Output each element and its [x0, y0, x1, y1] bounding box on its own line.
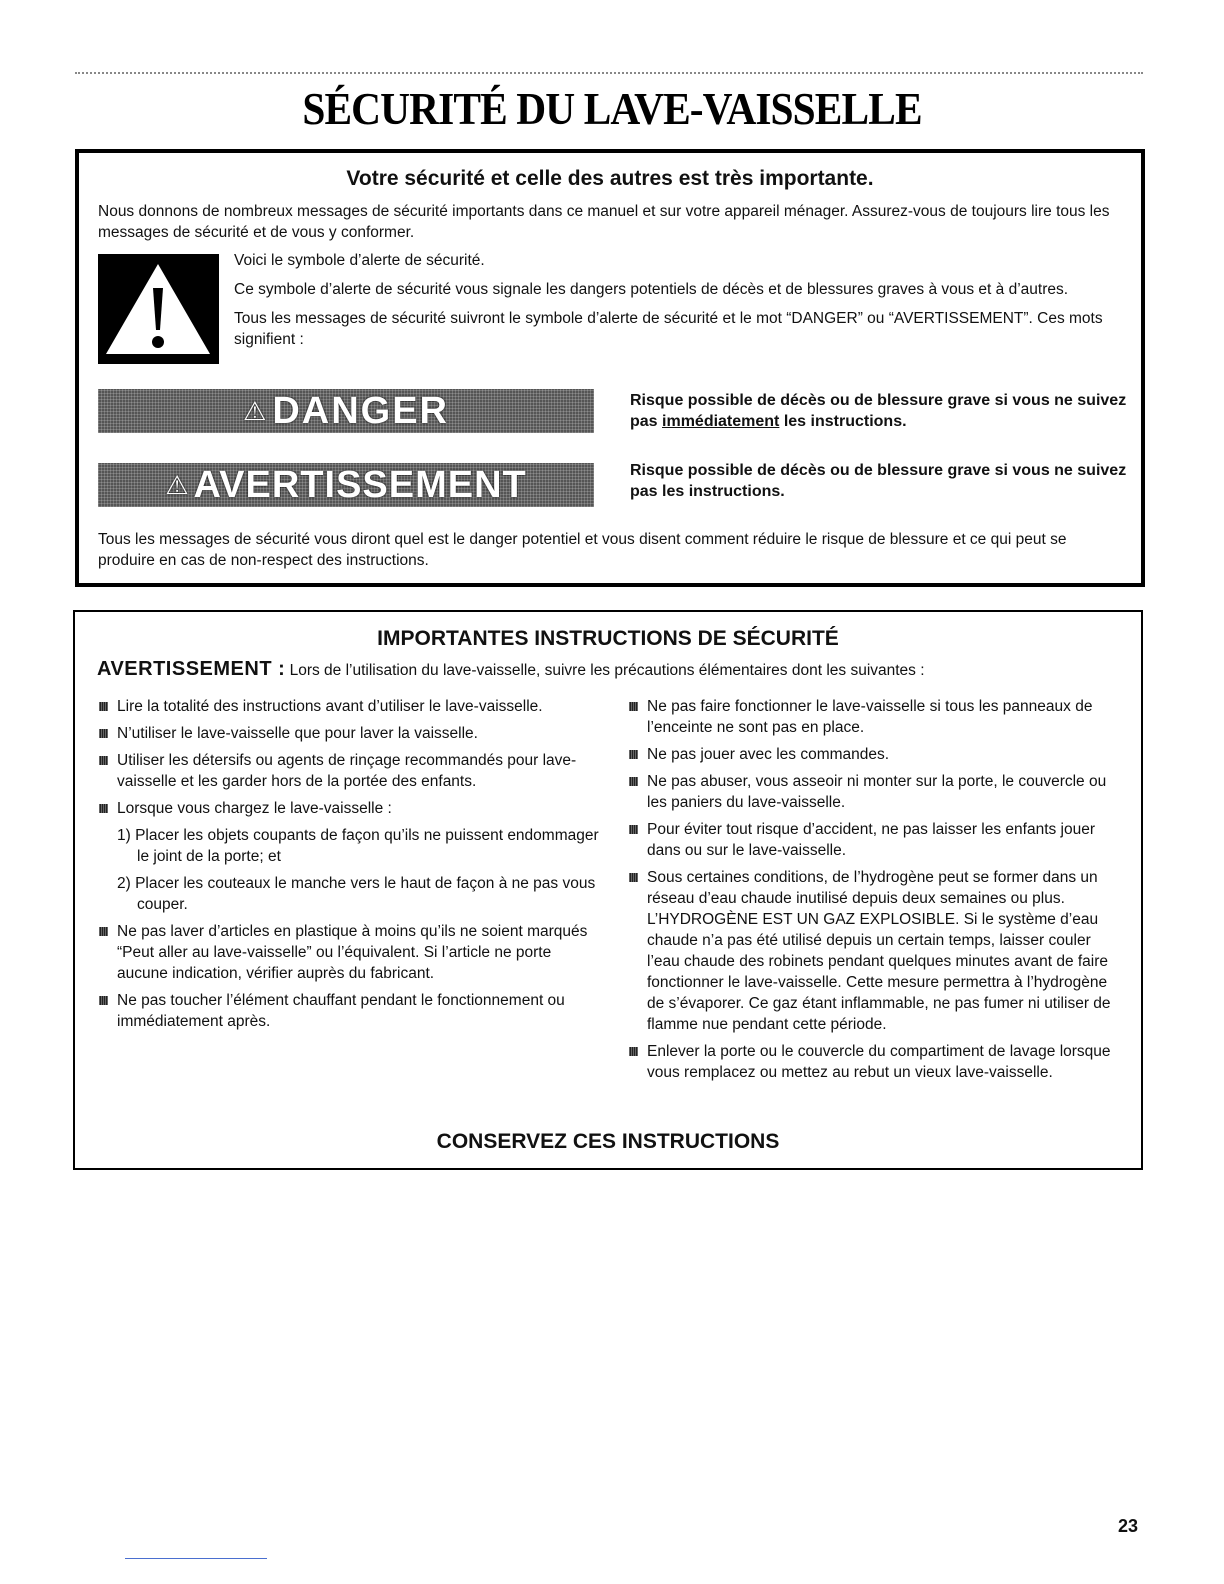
list-item [627, 819, 1122, 861]
danger-description [630, 390, 1130, 432]
bullet-icon [99, 729, 108, 738]
list-item [97, 921, 602, 984]
warning-description: Risque possible de décès ou de blessure grave si vous ne suivez pas les instructions. [630, 462, 1127, 500]
list-item [627, 1041, 1122, 1083]
instructions-left-column [97, 696, 602, 1038]
list-item-text: Ne pas abuser, vous asseoir ni monter sur la porte, le couvercle ou les paniers du lave-vaisselle. [647, 773, 1107, 811]
alert-symbol-description [234, 250, 1104, 358]
safety-alert-icon [98, 254, 219, 364]
list-item-text: N’utiliser le lave-vaisselle que pour laver la vaisselle. [117, 725, 478, 742]
bullet-icon [629, 702, 638, 711]
danger-text-start: Risque possible de décès ou de blessure grave si vous ne suivez pas [630, 392, 1127, 430]
list-item [97, 798, 602, 819]
top-dotted-rule [75, 72, 1143, 74]
list-item-text: Ne pas toucher l’élément chauffant pendant le fonctionnement ou immédiatement après. [117, 992, 565, 1030]
symbol-paragraph: Ce symbole d’alerte de sécurité vous signale les dangers potentiels de décès et de blessures graves à vous et à d’autres. [234, 281, 1069, 298]
warning-label: AVERTISSEMENT [193, 463, 527, 506]
safety-alert-box [75, 149, 1145, 587]
footer-rule [125, 1558, 267, 1559]
bullet-icon [629, 873, 638, 882]
list-item-text: Sous certaines conditions, de l’hydrogène peut se former dans un réseau d’eau chaude inutilisé depuis deux semaines ou plus. L’HYDROGÈNE EST UN GAZ EXPLOSIBLE. Si le système d’eau chaude n’a pas été utilisé depuis un certain temps, laisser couler l’eau chaude des robinets pendant quelques minutes avant de faire fonctionner le lave-vaisselle. Cette mesure permettra à l’hydrogène de s’évaporer. Ce gaz étant inflammable, ne pas fumer ni utiliser de flamme nue pendant cette période. [647, 869, 1111, 1033]
symbol-paragraph: Tous les messages de sécurité suivront le symbole d’alerte de sécurité et le mot “DANGER” ou “AVERTISSEMENT”. Ces mots signifient : [234, 310, 1103, 348]
list-item-text: Ne pas jouer avec les commandes. [647, 746, 890, 763]
danger-banner [98, 389, 594, 433]
list-item-text: Ne pas faire fonctionner le lave-vaisselle si tous les panneaux de l’enceinte ne sont pas en place. [647, 698, 1093, 736]
list-item-text: Lorsque vous chargez le lave-vaisselle : [117, 800, 392, 817]
bullet-icon [99, 702, 108, 711]
list-item [627, 696, 1122, 738]
danger-text-emphasis: immédiatement [662, 413, 780, 430]
symbol-paragraph: Voici le symbole d’alerte de sécurité. [234, 252, 485, 269]
bullet-icon [629, 777, 638, 786]
list-item [627, 744, 1122, 765]
bullet-icon [99, 927, 108, 936]
list-item-text: Pour éviter tout risque d’accident, ne pas laisser les enfants jouer dans ou sur le lave-vaisselle. [647, 821, 1096, 859]
list-item-text: Enlever la porte ou le couvercle du compartiment de lavage lorsque vous remplacez ou mettez au rebut un vieux lave-vaisselle. [647, 1043, 1111, 1081]
list-item [627, 771, 1122, 813]
list-item-text: Utiliser les détersifs ou agents de rinçage recommandés pour lave-vaisselle et les garder hors de la portée des enfants. [117, 752, 577, 790]
bullet-icon [99, 996, 108, 1005]
instructions-warning [97, 658, 1127, 682]
instructions-warning-label: AVERTISSEMENT : [97, 658, 286, 680]
danger-label: DANGER [272, 389, 449, 432]
instructions-warning-text: Lors de l’utilisation du lave-vaisselle, suivre les précautions élémentaires dont les suivantes : [289, 662, 925, 679]
list-item [97, 750, 602, 792]
list-item [97, 990, 602, 1032]
list-item-text: Lire la totalité des instructions avant d’utiliser le lave-vaisselle. [117, 698, 543, 715]
list-item-text: Ne pas laver d’articles en plastique à moins qu’ils ne soient marqués “Peut aller au lave-vaisselle” ou l’équivalent. Si l’article ne porte aucune indication, vérifier auprès du fabricant. [117, 923, 588, 982]
safety-box-heading: Votre sécurité et celle des autres est très importante. [346, 167, 874, 190]
warning-banner [98, 463, 594, 507]
sub-item: 1) Placer les objets coupants de façon qu’ils ne puissent endommager le joint de la porte; et [117, 827, 599, 865]
bullet-icon [629, 1047, 638, 1056]
page-number: 23 [1118, 1516, 1139, 1536]
instructions-heading: IMPORTANTES INSTRUCTIONS DE SÉCURITÉ [377, 627, 839, 650]
bullet-icon [99, 804, 108, 813]
save-instructions-footer: CONSERVEZ CES INSTRUCTIONS [436, 1130, 780, 1153]
page-title: SÉCURITÉ DU LAVE-VAISSELLE [302, 83, 922, 134]
bullet-icon [99, 756, 108, 765]
warning-triangle-icon: ⚠ [165, 469, 190, 500]
list-item [627, 867, 1122, 1035]
danger-text-end: les instructions. [779, 413, 907, 430]
safety-outro: Tous les messages de sécurité vous diront quel est le danger potentiel et vous disent comment réduire le risque de blessure et ce qui peut se produire en cas de non-respect des instructions. [98, 531, 1067, 569]
sub-item: 2) Placer les couteaux le manche vers le haut de façon à ne pas vous couper. [117, 875, 596, 913]
safety-intro: Nous donnons de nombreux messages de sécurité importants dans ce manuel et sur votre appareil ménager. Assurez-vous de toujours lire tous les messages de sécurité et de vous y conformer. [98, 203, 1110, 241]
bullet-icon [629, 750, 638, 759]
list-item [97, 696, 602, 717]
list-item [97, 723, 602, 744]
instructions-right-column [627, 696, 1122, 1089]
safety-instructions-box [73, 610, 1143, 1170]
warning-triangle-icon: ⚠ [243, 395, 269, 426]
bullet-icon [629, 825, 638, 834]
